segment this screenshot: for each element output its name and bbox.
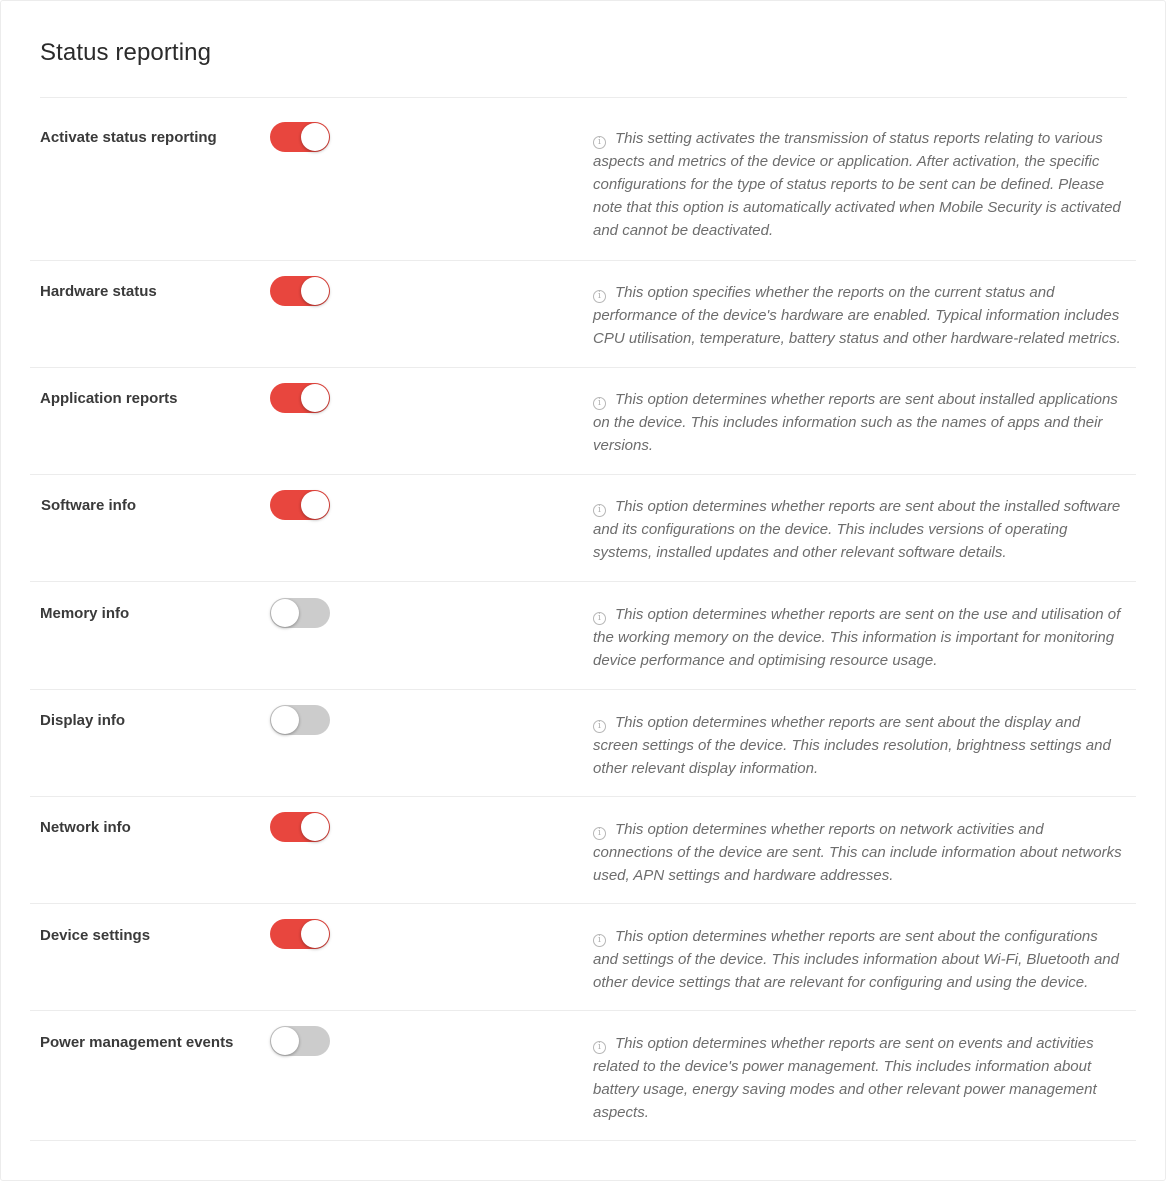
- device-settings-toggle[interactable]: [270, 919, 330, 949]
- setting-description-text: This option determines whether reports are sent about the installed software and its configurations on the device. This includes versions of operating systems, installed updates and other relevant software details.: [593, 498, 1121, 561]
- setting-row-display-info: [30, 690, 1136, 797]
- setting-row-software-info: [30, 475, 1136, 582]
- setting-description-text: This setting activates the transmission of status reports relating to various aspects and metrics of the device or application. After activation, the specific configurations for the type of status reports to be sent can be defined. Please note that this option is automatically activated when Mobile Security is activated and cannot be deactivated.: [593, 130, 1121, 239]
- setting-label: Activate status reporting: [40, 129, 217, 146]
- memory-info-toggle[interactable]: [270, 598, 330, 628]
- info-icon: i: [593, 504, 606, 517]
- setting-description: [593, 925, 1123, 994]
- setting-description: [593, 711, 1123, 780]
- setting-label: Power management events: [40, 1034, 234, 1051]
- setting-description: [593, 281, 1123, 350]
- setting-row-power-management-events: [30, 1011, 1136, 1141]
- setting-description-text: This option determines whether reports are sent about installed applications on the device. This includes information such as the names of apps and their versions.: [593, 391, 1118, 454]
- setting-description: [593, 495, 1123, 564]
- setting-description-text: This option determines whether reports are sent on the use and utilisation of the working memory on the device. This information is important for monitoring device performance and optimising resource usage.: [593, 606, 1121, 669]
- setting-label: Display info: [40, 712, 126, 729]
- setting-row-memory-info: [30, 582, 1136, 690]
- toggle-knob: [301, 277, 329, 305]
- activate-status-reporting-toggle[interactable]: [270, 122, 330, 152]
- toggle-knob: [271, 706, 299, 734]
- setting-label: Device settings: [40, 927, 151, 944]
- setting-label: Network info: [40, 819, 131, 836]
- info-icon: i: [593, 720, 606, 733]
- setting-description: [593, 603, 1123, 672]
- setting-row-activate-status-reporting: [30, 98, 1136, 261]
- toggle-knob: [271, 1027, 299, 1055]
- hardware-status-toggle[interactable]: [270, 276, 330, 306]
- setting-description-text: This option determines whether reports are sent about the configurations and settings of the device. This includes information about Wi-Fi, Bluetooth and other device settings that are relevant for configuring and using the device.: [593, 928, 1119, 991]
- network-info-toggle[interactable]: [270, 812, 330, 842]
- display-info-toggle[interactable]: [270, 705, 330, 735]
- setting-description: [593, 1032, 1123, 1124]
- toggle-knob: [301, 920, 329, 948]
- setting-description: [593, 388, 1123, 457]
- software-info-toggle[interactable]: [270, 490, 330, 520]
- toggle-knob: [271, 599, 299, 627]
- page-title: Status reporting: [40, 39, 212, 66]
- setting-description-text: This option determines whether reports are sent on events and activities related to the device's power management. This includes information about battery usage, energy saving modes and other relevant power management aspects.: [593, 1035, 1097, 1121]
- setting-row-application-reports: [30, 368, 1136, 475]
- setting-label: Application reports: [40, 390, 178, 407]
- application-reports-toggle[interactable]: [270, 383, 330, 413]
- setting-row-device-settings: [30, 904, 1136, 1011]
- setting-description-text: This option specifies whether the reports on the current status and performance of the device's hardware are enabled. Typical information includes CPU utilisation, temperature, battery status and other hardware-related metrics.: [593, 284, 1121, 347]
- setting-description: [593, 127, 1123, 242]
- setting-description-text: This option determines whether reports on network activities and connections of the device are sent. This can include information about networks used, APN settings and hardware addresses.: [593, 821, 1122, 884]
- setting-row-hardware-status: [30, 261, 1136, 368]
- setting-label: Software info: [41, 497, 137, 514]
- toggle-knob: [301, 813, 329, 841]
- info-icon: i: [593, 612, 606, 625]
- settings-list: [30, 98, 1136, 1141]
- toggle-knob: [301, 491, 329, 519]
- toggle-knob: [301, 123, 329, 151]
- info-icon: i: [593, 1041, 606, 1054]
- info-icon: i: [593, 397, 606, 410]
- setting-description-text: This option determines whether reports are sent about the display and screen settings of the device. This includes resolution, brightness settings and other relevant display information.: [593, 714, 1111, 777]
- info-icon: i: [593, 136, 606, 149]
- info-icon: i: [593, 827, 606, 840]
- info-icon: i: [593, 290, 606, 303]
- power-management-events-toggle[interactable]: [270, 1026, 330, 1056]
- toggle-knob: [301, 384, 329, 412]
- setting-description: [593, 818, 1123, 887]
- setting-row-network-info: [30, 797, 1136, 904]
- info-icon: i: [593, 934, 606, 947]
- setting-label: Memory info: [40, 605, 130, 622]
- setting-label: Hardware status: [40, 283, 157, 300]
